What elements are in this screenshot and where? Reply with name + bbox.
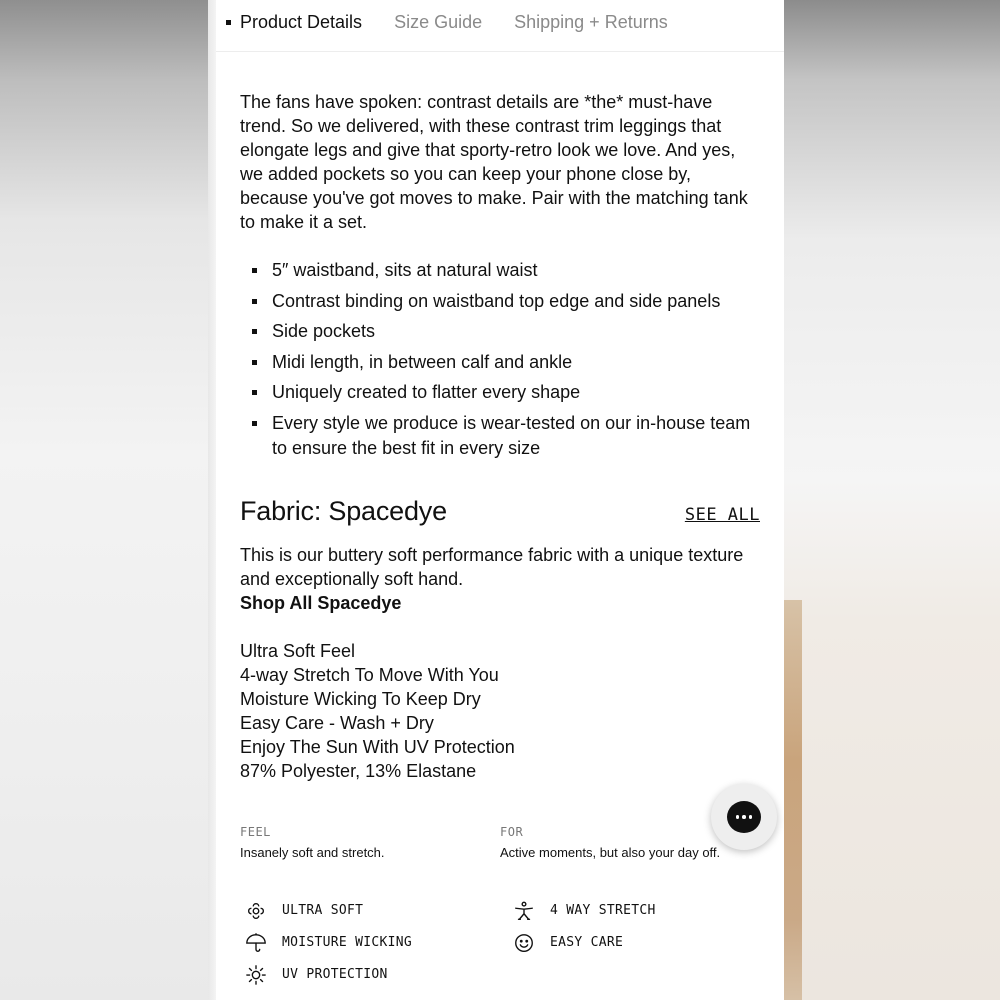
smiley-icon [513,932,535,954]
bullet-item: Side pockets [252,319,760,344]
bullet-item: Uniquely created to flatter every shape [252,380,760,405]
attribute-label: 4 WAY STRETCH [550,903,656,918]
feel-for-section [240,825,760,860]
flower-icon [245,900,267,922]
bullet-item: Every style we produce is wear-tested on our in-house team to ensure the best fit in every size [252,411,760,461]
fabric-feature: Ultra Soft Feel [240,640,356,661]
stretch-figure-icon [513,900,535,922]
fabric-feature: Moisture Wicking To Keep Dry [240,688,481,709]
bullet-item: Contrast binding on waistband top edge and side panels [252,289,760,314]
fabric-attribute-grid [240,900,760,986]
attribute-ultra-soft [240,900,508,922]
attribute-4-way-stretch [508,900,776,922]
sun-icon [245,964,267,986]
tab-bar [216,0,784,52]
product-details-panel [216,0,784,1000]
product-bullet-list [240,258,760,461]
feel-label: FEEL [240,824,271,839]
feel-column [240,825,500,860]
fabric-description: This is our buttery soft performance fabric with a unique texture and exceptionally soft hand. [240,544,744,589]
tab-label: Product Details [240,12,363,32]
feel-text: Insanely soft and stretch. [240,844,385,860]
bullet-item: 5″ waistband, sits at natural waist [252,258,760,283]
fabric-feature: 87% Polyester, 13% Elastane [240,760,477,781]
for-text: Active moments, but also your day off. [500,844,721,860]
background-left [0,0,216,1000]
fabric-title: Fabric: Spacedye [240,495,447,526]
tab-label: Shipping + Returns [514,12,668,32]
attribute-label: ULTRA SOFT [282,903,364,918]
attribute-label: UV PROTECTION [282,967,388,982]
tab-product-details[interactable] [226,12,362,33]
shop-all-spacedye-link[interactable]: Shop All Spacedye [240,592,402,613]
attribute-moisture-wicking [240,932,508,954]
attribute-uv-protection [240,964,508,986]
see-all-link[interactable]: SEE ALL [684,504,760,525]
tab-label: Size Guide [394,12,483,32]
tab-shipping-returns[interactable] [514,12,668,33]
fabric-feature: Enjoy The Sun With UV Protection [240,736,515,757]
background-right [784,0,1000,1000]
for-label: FOR [500,824,524,839]
chat-bubble-icon [727,801,761,833]
fabric-header [240,496,760,527]
chat-button[interactable] [711,784,777,850]
bullet-item: Midi length, in between calf and ankle [252,350,760,375]
active-tab-marker [226,20,231,25]
umbrella-icon [245,932,267,954]
attribute-easy-care [508,932,776,954]
fabric-feature: 4-way Stretch To Move With You [240,664,499,685]
fabric-feature-list [240,639,760,783]
fabric-feature: Easy Care - Wash + Dry [240,712,434,733]
tab-size-guide[interactable] [394,12,482,33]
attribute-label: MOISTURE WICKING [282,935,413,950]
attribute-label: EASY CARE [550,935,624,950]
product-description: The fans have spoken: contrast details are *the* must-have trend. So we delivered, with these contrast trim leggings that elongate legs and give that sporty-retro look we love. And yes, we added pockets so you can keep your phone close by, because you've got moves to make. Pair with the matching tank to make it a set. [240,92,748,232]
